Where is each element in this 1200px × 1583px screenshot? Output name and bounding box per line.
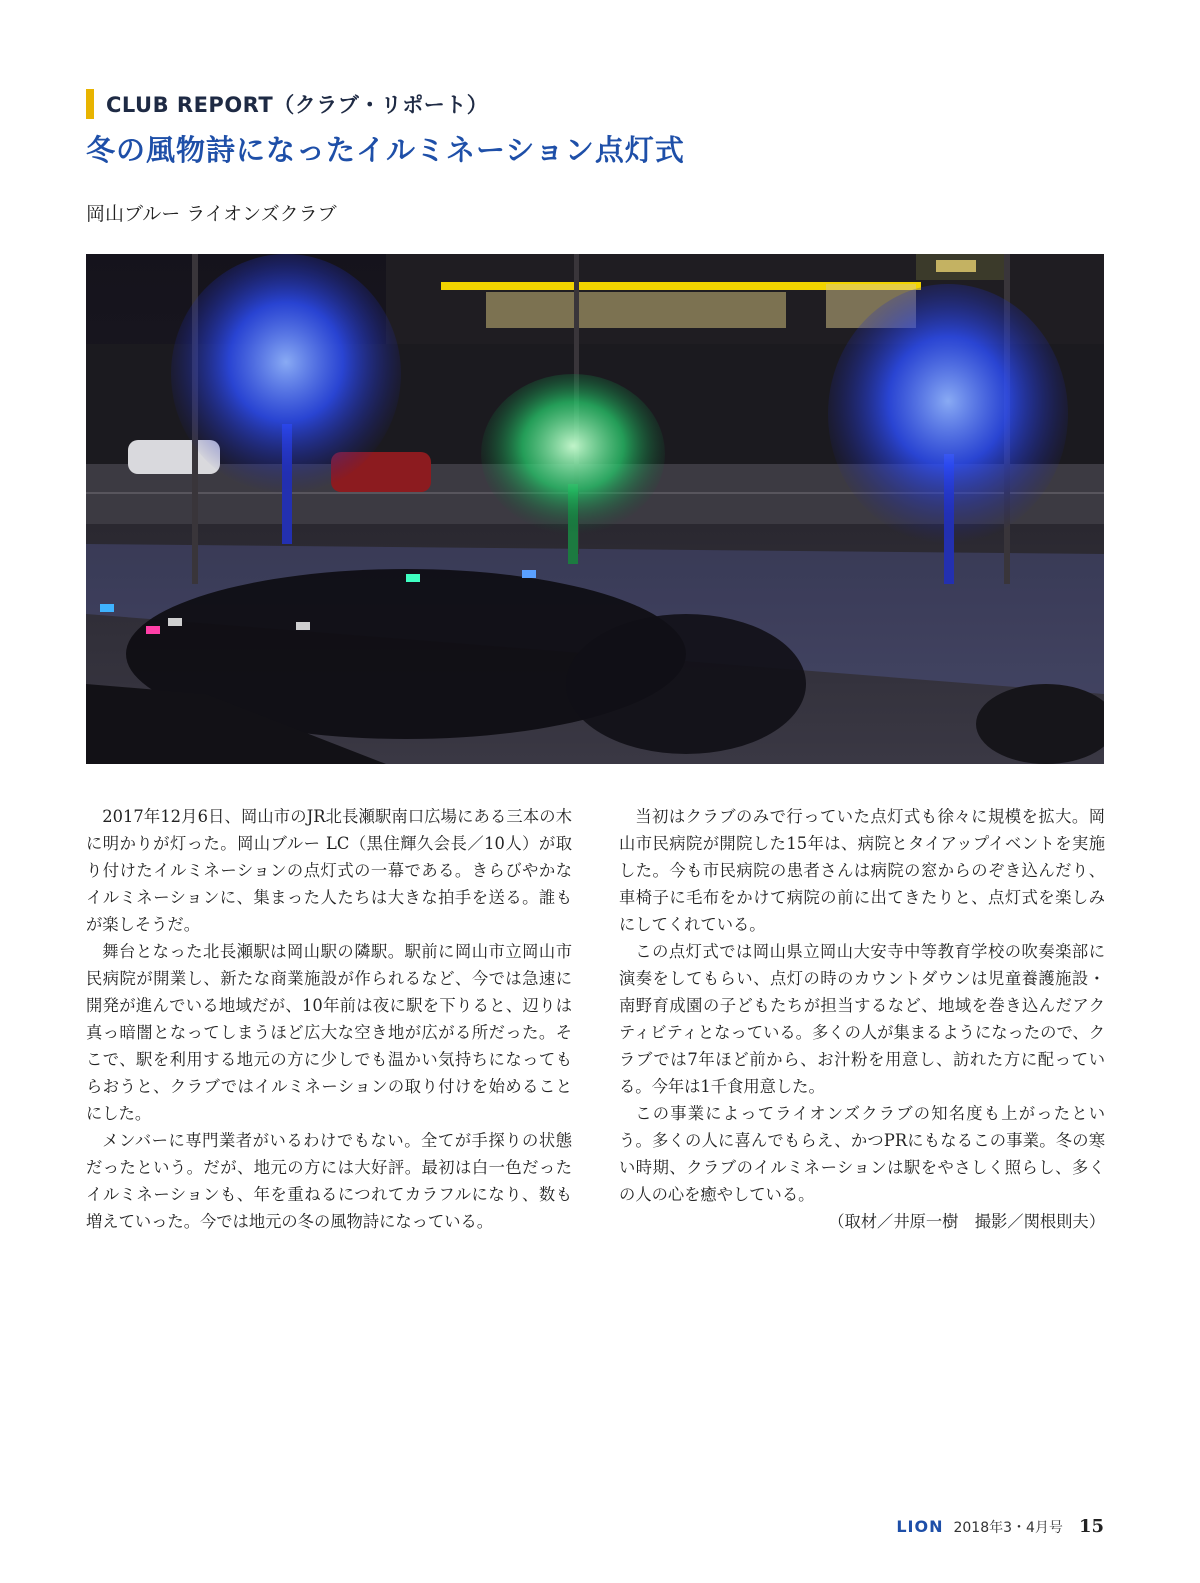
magazine-brand: LION	[896, 1517, 944, 1536]
body-column-left	[86, 803, 572, 1235]
paragraph: 当初はクラブのみで行っていた点灯式も徐々に規模を拡大。岡山市民病院が開院した15年は、病院とタイアップイベントを実施した。今も市民病院の患者さんは病院の窓からのぞき込んだり、車椅子に毛布をかけて病院の前に出てきたりと、点灯式を楽しみにしてくれている。	[619, 807, 1105, 934]
photo-credit: （取材／井原一樹 撮影／関根則夫）	[828, 1212, 1105, 1231]
photo-illumination-concert-icon	[86, 254, 1104, 764]
paragraph: メンバーに専門業者がいるわけでもない。全てが手探りの状態だったという。だが、地元の方には大好評。最初は白一色だったイルミネーションも、年を重ねるにつれてカラフルになり、数も増えていった。今では地元の冬の風物詩になっている。	[86, 1131, 572, 1231]
paragraph: この事業によってライオンズクラブの知名度も上がったという。多くの人に喜んでもらえ、かつPRにもなるこの事業。冬の寒い時期、クラブのイルミネーションは駅をやさしく照らし、多くの人の心を癒やしている。	[619, 1104, 1105, 1204]
article-title: 冬の風物詩になったイルミネーション点灯式	[86, 133, 685, 167]
club-name: 岡山ブルー ライオンズクラブ	[86, 203, 337, 225]
section-kicker	[86, 86, 1106, 122]
paragraph: 舞台となった北長瀬駅は岡山駅の隣駅。駅前に岡山市立岡山市民病院が開業し、新たな商業施設が作られるなど、今では急速に開発が進んでいる地域だが、10年前は夜に駅を下りると、辺りは真っ暗闇となってしまうほど広大な空き地が広がる所だった。そこで、駅を利用する地元の方に少しでも温かい気持ちになってもらおうと、クラブではイルミネーションの取り付けを始めることにした。	[86, 942, 572, 1123]
paragraph: この点灯式では岡山県立岡山大安寺中等教育学校の吹奏楽部に演奏をしてもらい、点灯の時のカウントダウンは児童養護施設・南野育成園の子どもたちが担当するなど、地域を巻き込んだアクティビティとなっている。多くの人が集まるようになったので、クラブでは7年ほど前から、お汁粉を用意し、訪れた方に配っている。今年は1千食用意した。	[619, 942, 1105, 1096]
page-number: 15	[1078, 1516, 1104, 1537]
issue-label: 2018年3・4月号	[953, 1520, 1063, 1536]
body-column-right	[619, 803, 1105, 1235]
paragraph: 2017年12月6日、岡山市のJR北長瀬駅南口広場にある三本の木に明かりが灯った。岡山ブルー LC（黒住輝久会長／10人）が取り付けたイルミネーションの点灯式の一幕である。きらびやかなイルミネーションに、集まった人たちは大きな拍手を送る。誰もが楽しそうだ。	[86, 807, 572, 934]
article-photo	[86, 254, 1104, 764]
kicker-label: CLUB REPORT（クラブ・リポート）	[106, 93, 489, 117]
article-header	[86, 86, 1106, 226]
kicker-bracket-icon	[86, 89, 94, 119]
page-footer	[896, 1516, 1104, 1537]
